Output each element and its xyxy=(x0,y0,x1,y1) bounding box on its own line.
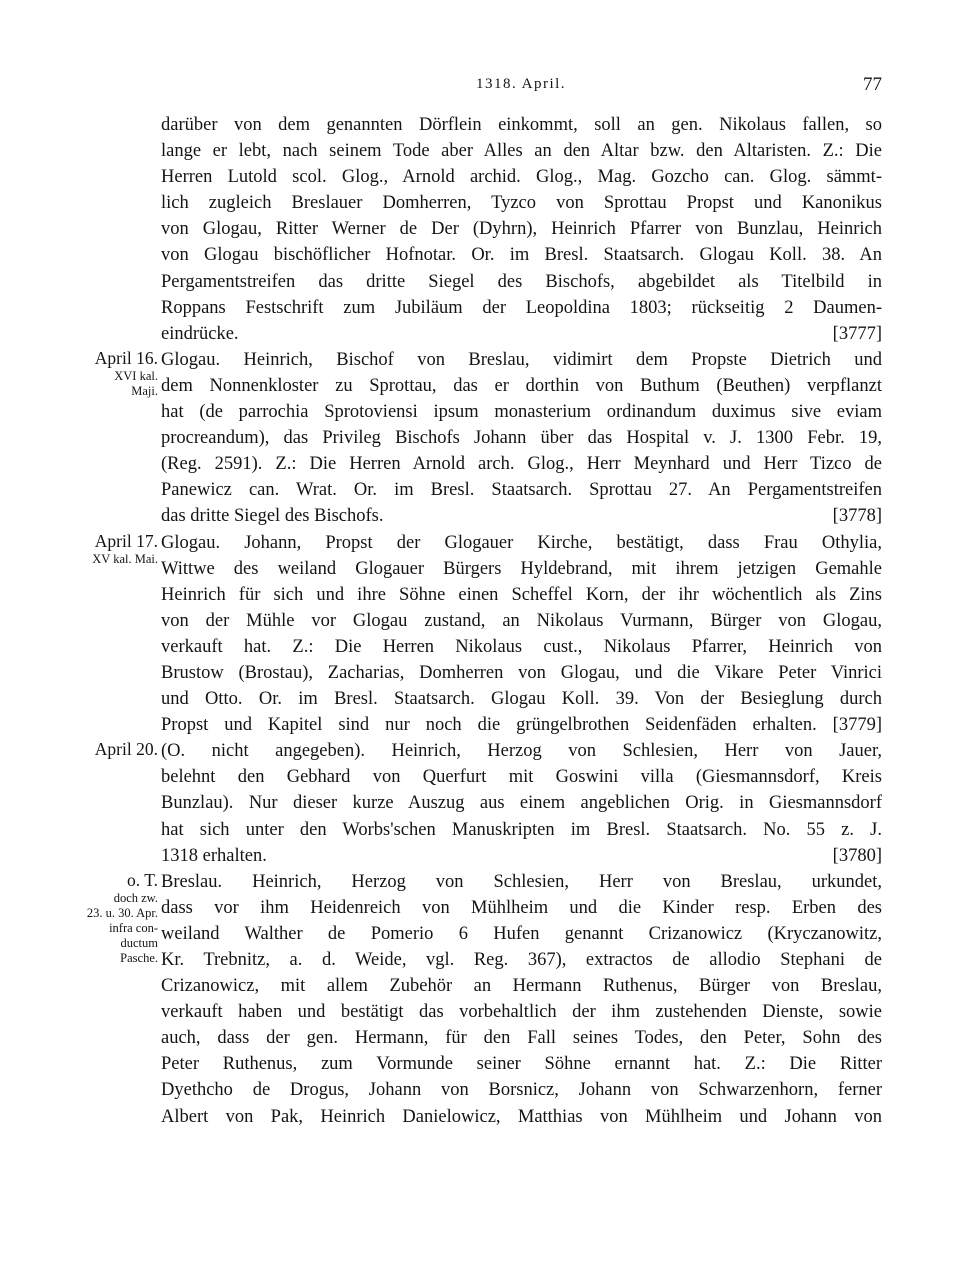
text-line: von der Mühle vor Glogau zustand, an Nikolaus Vurmann, Bürger von Glogau, xyxy=(161,610,882,631)
text-line: und Otto. Or. im Bresl. Staatsarch. Glogau Koll. 39. Von der Besieglung durch xyxy=(161,689,882,710)
margin-note-line: infra con- xyxy=(109,920,158,935)
text-line: dass vor ihm Heidenreich von Mühlheim und die Kinder resp. Erben des xyxy=(161,897,882,918)
text-line: das dritte Siegel des Bischofs. xyxy=(161,506,384,527)
text-line: Roppans Festschrift zum Jubiläum der Leopoldina 1803; rückseitig 2 Daumen- xyxy=(161,297,882,318)
text-line: lange er lebt, nach seinem Tode aber Alles an den Altar bzw. den Altaristen. Z.: Die xyxy=(161,141,882,162)
text-line: Heinrich für sich und ihre Söhne einen Scheffel Korn, der ihr wöchentlich als Zins xyxy=(161,584,882,605)
text-line: verkauft haben und bestätigt das vorbehaltlich der ihm zustehenden Dienste, sowie xyxy=(161,1002,882,1023)
text-line: Bunzlau). Nur dieser kurze Auszug aus einem angeblichen Orig. in Giesmannsdorf xyxy=(161,793,882,814)
margin-note-line: Maji. xyxy=(131,383,158,398)
text-line: eindrücke. xyxy=(161,323,239,344)
entry-3777 xyxy=(0,112,960,347)
margin-date-line: o. T. xyxy=(127,869,158,890)
entry-3780 xyxy=(0,738,960,868)
text-line: (O. nicht angegeben). Heinrich, Herzog von Schlesien, Herr von Jauer, xyxy=(161,741,882,762)
entry-text xyxy=(161,738,882,868)
text-line: procreandum), das Privileg Bischofs Johann über das Hospital v. J. 1300 Febr. 19, xyxy=(161,428,882,449)
text-line: hat (de parrochia Sprotoviensi ipsum monasterium ordinandum duximus sive eviam xyxy=(161,402,882,423)
text-line: Propst und Kapitel sind nur noch die grüngelbrothen Seidenfäden erhalten. [3779] xyxy=(161,715,882,736)
text-line: Peter Ruthenus, zum Vormunde seiner Söhne ernannt hat. Z.: Die Ritter xyxy=(161,1054,882,1075)
entry-3781 xyxy=(0,869,960,1130)
text-line: lich zugleich Breslauer Domherren, Tyzco von Sprottau Propst und Kanonikus xyxy=(161,193,882,214)
margin-date xyxy=(60,530,158,567)
register-number: [3780] xyxy=(832,845,882,866)
margin-date xyxy=(60,738,158,760)
entry-text xyxy=(161,869,882,1130)
entry-3779 xyxy=(0,530,960,739)
margin-date-line: April 20. xyxy=(94,739,158,760)
margin-date xyxy=(60,347,158,399)
text-line: Crizanowicz, mit allem Zubehör an Hermann Ruthenus, Bürger von Breslau, xyxy=(161,976,882,997)
text-line: Herren Lutold scol. Glog., Arnold archid. Glog., Mag. Gozcho can. Glog. sämmt- xyxy=(161,167,882,188)
text-line: Albert von Pak, Heinrich Danielowicz, Matthias von Mühlheim und Johann von xyxy=(161,1106,882,1127)
text-line: 1318 erhalten. xyxy=(161,845,267,866)
margin-note-line: ductum xyxy=(120,935,158,950)
text-line: Glogau. Johann, Propst der Glogauer Kirche, bestätigt, dass Frau Othylia, xyxy=(161,532,882,553)
register-number: [3777] xyxy=(832,323,882,344)
margin-note-line: doch zw. xyxy=(113,890,158,905)
entry-3778 xyxy=(0,347,960,530)
margin-note-line: XVI kal. xyxy=(114,368,158,383)
text-line: Wittwe des weiland Glogauer Bürgers Hyldebrand, mit ihrem jetzigen Gemahle xyxy=(161,558,882,579)
text-line: Breslau. Heinrich, Herzog von Schlesien, Herr von Breslau, urkundet, xyxy=(161,871,882,892)
margin-note-line: Pasche. xyxy=(120,950,158,965)
text-line: Panewicz can. Wrat. Or. im Bresl. Staatsarch. Sprottau 27. An Pergamentstreifen xyxy=(161,480,882,501)
text-line: darüber von dem genannten Dörflein einkommt, soll an gen. Nikolaus fallen, so xyxy=(161,115,882,135)
margin-date-line: April 17. xyxy=(94,530,158,551)
text-line: (Reg. 2591). Z.: Die Herren Arnold arch. Glog., Herr Meynhard und Herr Tizco de xyxy=(161,454,882,475)
register-number: [3778] xyxy=(832,506,882,527)
margin-date-line: April 16. xyxy=(94,347,158,368)
text-line: dem Nonnenkloster zu Sprottau, das er dorthin von Buthum (Beuthen) verpflanzt xyxy=(161,375,882,396)
entry-text xyxy=(161,112,882,347)
page-header xyxy=(160,72,882,102)
margin-date xyxy=(60,869,158,966)
margin-note-line: XV kal. Mai. xyxy=(92,551,158,566)
text-line: hat sich unter den Worbs'schen Manuskripten im Bresl. Staatsarch. No. 55 z. J. xyxy=(161,819,882,840)
entry-text xyxy=(161,530,882,739)
entry-text xyxy=(161,347,882,530)
text-line: weiland Walther de Pomerio 6 Hufen genannt Crizanowicz (Kryczanowitz, xyxy=(161,923,882,944)
text-line: Brustow (Brostau), Zacharias, Domherren von Glogau, und die Vikare Peter Vinrici xyxy=(161,662,882,683)
text-line: Glogau. Heinrich, Bischof von Breslau, vidimirt dem Propste Dietrich und xyxy=(161,349,882,370)
text-line: von Glogau, Ritter Werner de Der (Dyhrn), Heinrich Pfarrer von Bunzlau, Heinrich xyxy=(161,219,882,240)
page-number: 77 xyxy=(863,74,882,95)
text-line: Kr. Trebnitz, a. d. Weide, vgl. Reg. 367), extractos de allodio Stephani de xyxy=(161,950,882,970)
text-line: Dyethcho de Drogus, Johann von Borsnicz, Johann von Schwarzenhorn, ferner xyxy=(161,1080,882,1101)
running-title: 1318. April. xyxy=(475,76,567,92)
text-line: von Glogau bischöflicher Hofnotar. Or. im Bresl. Staatsarch. Glogau Koll. 38. An xyxy=(161,245,882,266)
text-line: verkauft hat. Z.: Die Herren Nikolaus cust., Nikolaus Pfarrer, Heinrich von xyxy=(161,636,882,657)
regesta-entries xyxy=(0,112,960,1130)
text-line: belehnt den Gebhard von Querfurt mit Goswini villa (Giesmannsdorf, Kreis xyxy=(161,767,882,788)
text-line: auch, dass der gen. Hermann, für den Fall seines Todes, den Peter, Sohn des xyxy=(161,1028,882,1049)
margin-note-line: 23. u. 30. Apr. xyxy=(86,905,158,920)
text-line: Pergamentstreifen das dritte Siegel des Bischofs, abgebildet als Titelbild in xyxy=(161,271,882,292)
